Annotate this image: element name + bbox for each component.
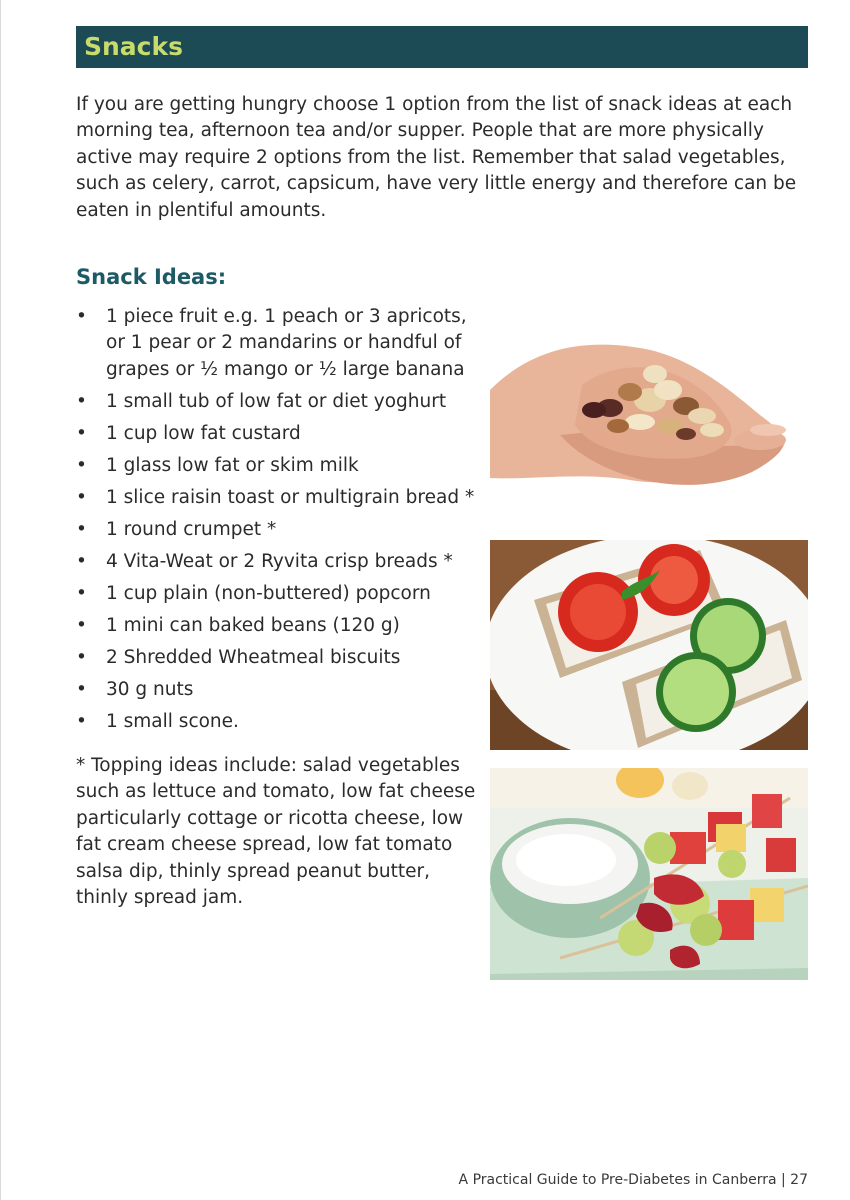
list-item (76, 677, 476, 703)
list-item (76, 613, 476, 639)
list-item (76, 453, 476, 479)
list-item (76, 304, 476, 383)
bullet: • (76, 678, 87, 700)
list-item-text: 1 piece fruit e.g. 1 peach or 3 apricots, or 1 pear or 2 mandarins or handful of grapes or ½ mango or ½ large banana (106, 306, 467, 380)
page-edge (0, 0, 1, 1200)
topping-footnote: * Topping ideas include: salad vegetables such as lettuce and tomato, low fat cheese particularly cottage or ricotta cheese, low fat cream cheese spread, low fat tomato salsa dip, thinly spread peanut butter, thinly spread jam. (76, 755, 476, 909)
list-item (76, 517, 476, 543)
page-footer: A Practical Guide to Pre-Diabetes in Canberra | 27 (458, 1172, 808, 1188)
list-item (76, 581, 476, 607)
bullet: • (76, 422, 87, 444)
list-item (76, 389, 476, 415)
list-item-text: 1 small scone. (106, 710, 239, 732)
list-item-text: 1 small tub of low fat or diet yoghurt (106, 390, 447, 412)
bullet: • (76, 306, 87, 327)
list-item (76, 421, 476, 447)
list-item (76, 709, 476, 735)
intro-paragraph: If you are getting hungry choose 1 option from the list of snack ideas at each morning tea, afternoon tea and/or supper. People that are more physically active may require 2 options from the list. Remember that salad vegetables, such as celery, carrot, capsicum, have very little energy and therefore can be eaten in plentiful amounts. (76, 94, 797, 221)
bullet: • (76, 518, 87, 540)
bullet: • (76, 646, 87, 668)
bullet: • (76, 390, 87, 412)
list-item-text: 2 Shredded Wheatmeal biscuits (106, 646, 401, 668)
crispbread-toppings-photo (490, 540, 808, 750)
bullet: • (76, 550, 87, 572)
bullet: • (76, 582, 87, 604)
list-item-text: 1 glass low fat or skim milk (106, 454, 359, 476)
list-item (76, 645, 476, 671)
section-title: Snacks (84, 32, 183, 61)
list-item-text: 30 g nuts (106, 678, 194, 700)
snack-ideas-list (76, 304, 476, 741)
list-item-text: 1 cup plain (non-buttered) popcorn (106, 582, 431, 604)
bullet: • (76, 486, 87, 508)
list-item-text: 1 round crumpet * (106, 518, 277, 540)
list-item-text: 1 slice raisin toast or multigrain bread * (106, 486, 475, 508)
bullet: • (76, 454, 87, 476)
bullet: • (76, 614, 87, 636)
list-item (76, 549, 476, 575)
list-item (76, 485, 476, 511)
list-item-text: 4 Vita-Weat or 2 Ryvita crisp breads * (106, 550, 453, 572)
nuts-in-hand-photo (490, 330, 808, 530)
yoghurt-fruit-skewers-photo (490, 768, 808, 980)
snack-ideas-heading: Snack Ideas: (76, 265, 227, 289)
list-item-text: 1 cup low fat custard (106, 422, 301, 444)
list-item-text: 1 mini can baked beans (120 g) (106, 614, 400, 636)
section-header-bar (76, 26, 808, 68)
bullet: • (76, 710, 87, 732)
